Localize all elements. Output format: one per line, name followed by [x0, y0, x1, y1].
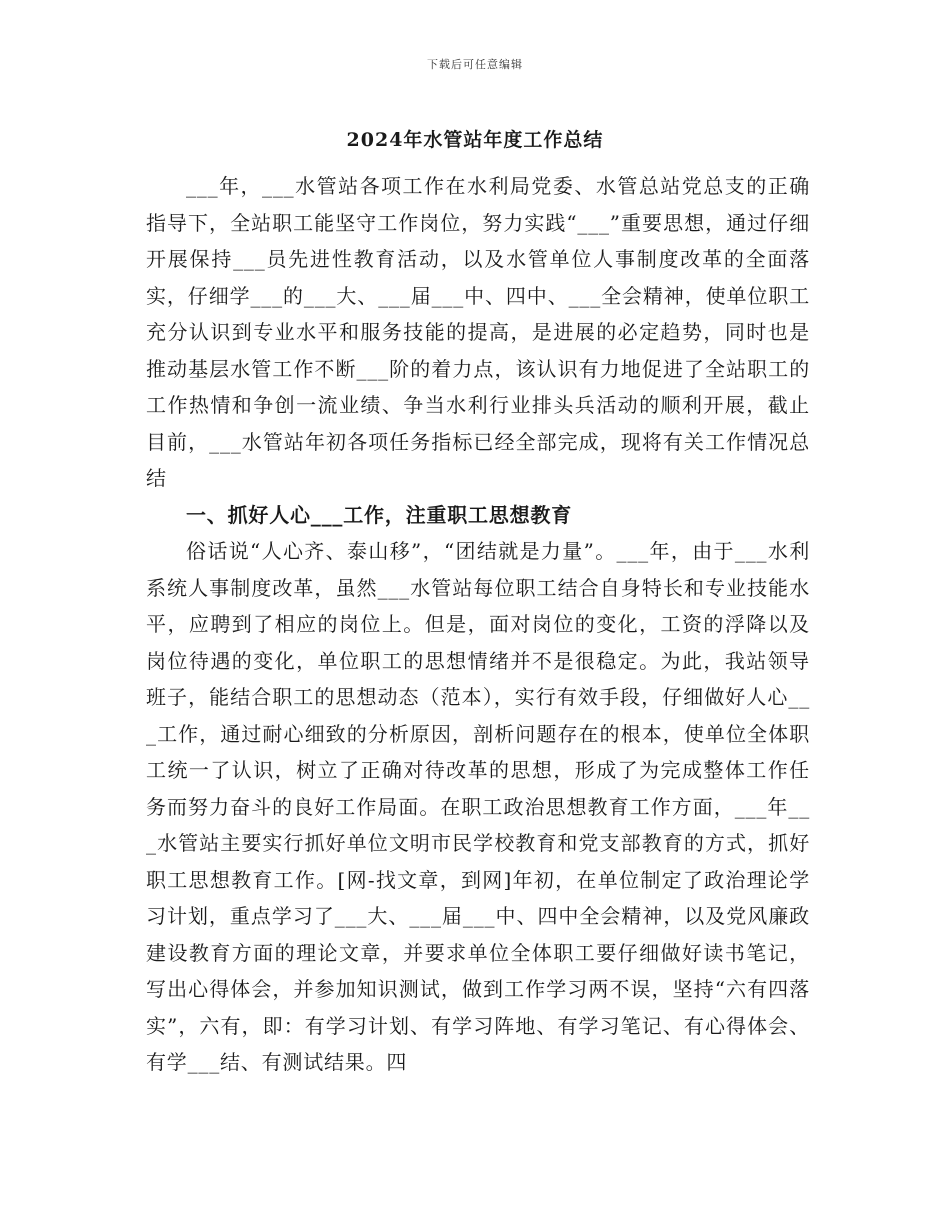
- section-heading-1: 一、抓好人心___工作，注重职工思想教育: [186, 502, 572, 527]
- download-note: 下载后可任意编辑: [427, 58, 523, 71]
- intro-paragraph: ___年，___水管站各项工作在水利局党委、水管总站党总支的正确指导下，全站职工能坚守工作岗位，努力实践“___”重要思想，通过仔细开展保持___员先进性教育活动，以及水管单位人事制度改革的全面落实，仔细学___的___大、___届___中、四中、___全会精神，使单位职工充分认识到专业水平和服务技能的提高，是进展的必定趋势，同时也是推动基层水管工作不断___阶的着力点，该认识有力地促进了全站职工的工作热情和争创一流业绩、争当水利行业排头兵活动的顺利开展，截止目前，___水管站年初各项任务指标已经全部完成，现将有关工作情况总结: [146, 174, 810, 490]
- document-body: [146, 168, 810, 1081]
- section-1-paragraph: 俗话说“人心齐、泰山移”，“团结就是力量”。___年，由于___水利系统人事制度改革，虽然___水管站每位职工结合自身特长和专业技能水平，应聘到了相应的岗位上。但是，面对岗位的变化，工资的浮降以及岗位待遇的变化，单位职工的思想情绪并不是很稳定。为此，我站领导班子，能结合职工的思想动态（范本），实行有效手段，仔细做好人心___工作，通过耐心细致的分析原因，剖析问题存在的根本，使单位全体职工统一了认识，树立了正确对待改革的思想，形成了为完成整体工作任务而努力奋斗的良好工作局面。在职工政治思想教育工作方面，___年___水管站主要实行抓好单位文明市民学校教育和党支部教育的方式，抓好职工思想教育工作。[网-找文章，到网]年初，在单位制定了政治理论学习计划，重点学习了___大、___届___中、四中全会精神，以及党风廉政建设教育方面的理论文章，并要求单位全体职工要仔细做好读书笔记，写出心得体会，并参加知识测试，做到工作学习两不误，坚持“六有四落实”，六有，即：有学习计划、有学习阵地、有学习笔记、有心得体会、有学___结、有测试结果。四: [146, 539, 810, 1074]
- document-title: 2024年水管站年度工作总结: [346, 129, 604, 151]
